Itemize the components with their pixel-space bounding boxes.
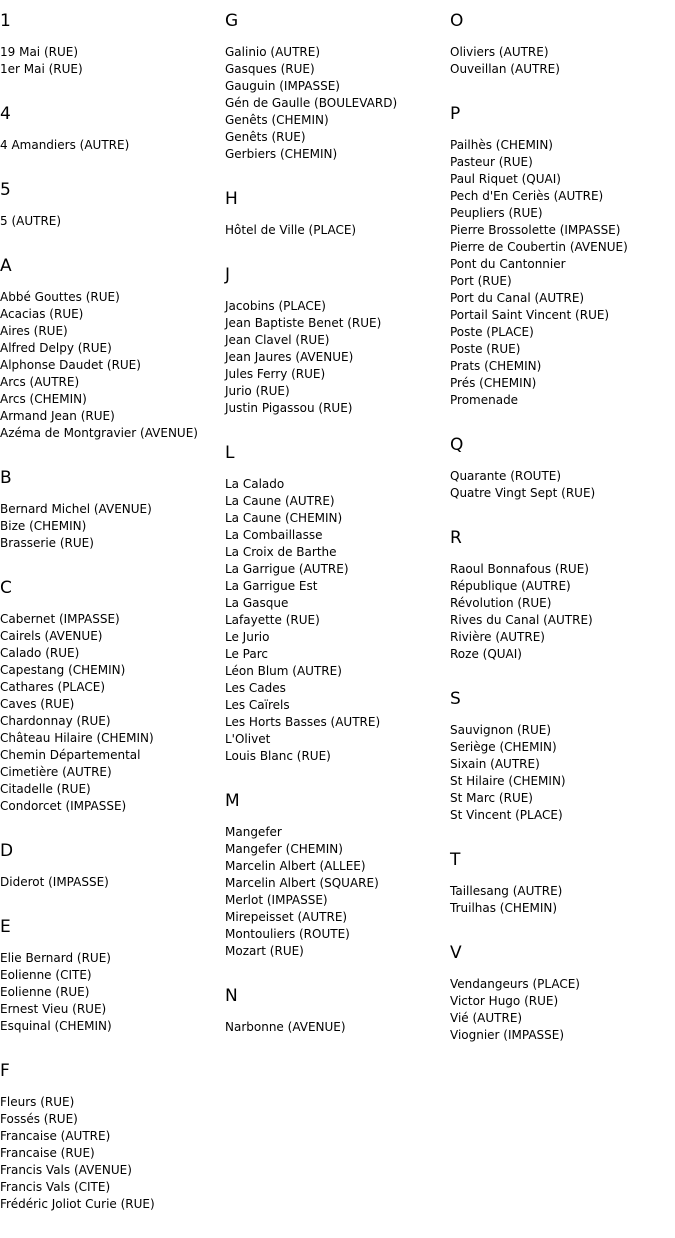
street-item[interactable]: Eolienne (CITE) bbox=[0, 968, 92, 982]
street-item[interactable]: Francis Vals (AVENUE) bbox=[0, 1163, 132, 1177]
street-item[interactable]: Sauvignon (RUE) bbox=[450, 723, 552, 737]
letter-group bbox=[225, 10, 445, 163]
street-item[interactable]: Mirepeisset (AUTRE) bbox=[225, 910, 348, 924]
street-item[interactable]: Pailhès (CHEMIN) bbox=[450, 138, 553, 152]
letter-heading: F bbox=[0, 1061, 10, 1081]
street-item[interactable]: Portail Saint Vincent (RUE) bbox=[450, 308, 610, 322]
letter-group bbox=[0, 179, 220, 230]
letter-heading: 5 bbox=[0, 180, 11, 200]
letter-group bbox=[0, 1060, 220, 1213]
street-item[interactable]: Merlot (IMPASSE) bbox=[225, 893, 328, 907]
letter-group bbox=[225, 985, 445, 1036]
street-index-column-2 bbox=[225, 10, 445, 1061]
street-item[interactable]: Chemin Départemental bbox=[0, 748, 141, 762]
street-item[interactable]: Condorcet (IMPASSE) bbox=[0, 799, 127, 813]
letter-group bbox=[225, 188, 445, 239]
street-item[interactable]: Arcs (AUTRE) bbox=[0, 375, 80, 389]
letter-heading: J bbox=[225, 265, 231, 285]
street-item[interactable]: Fleurs (RUE) bbox=[0, 1095, 75, 1109]
street-item[interactable]: Lafayette (RUE) bbox=[225, 613, 320, 627]
letter-group bbox=[450, 688, 670, 824]
letter-group bbox=[450, 849, 670, 917]
street-item[interactable]: Genêts (RUE) bbox=[225, 130, 306, 144]
letter-group bbox=[0, 577, 220, 815]
letter-heading: E bbox=[0, 917, 11, 937]
street-item[interactable]: Roze (QUAI) bbox=[450, 647, 522, 661]
street-item[interactable]: Arcs (CHEMIN) bbox=[0, 392, 87, 406]
street-item[interactable]: 19 Mai (RUE) bbox=[0, 45, 79, 59]
letter-heading: T bbox=[450, 850, 461, 870]
street-item[interactable]: Raoul Bonnafous (RUE) bbox=[450, 562, 589, 576]
street-item[interactable]: Ernest Vieu (RUE) bbox=[0, 1002, 107, 1016]
street-item[interactable]: Poste (PLACE) bbox=[450, 325, 534, 339]
street-item[interactable]: Citadelle (RUE) bbox=[0, 782, 91, 796]
street-item[interactable]: Quatre Vingt Sept (RUE) bbox=[450, 486, 596, 500]
street-item[interactable]: Fossés (RUE) bbox=[0, 1112, 78, 1126]
street-item[interactable]: Hôtel de Ville (PLACE) bbox=[225, 223, 357, 237]
letter-heading: D bbox=[0, 841, 14, 861]
street-item[interactable]: Promenade bbox=[450, 393, 519, 407]
street-item[interactable]: Azéma de Montgravier (AVENUE) bbox=[0, 426, 198, 440]
street-item[interactable]: Justin Pigassou (RUE) bbox=[225, 401, 353, 415]
street-item[interactable]: Le Jurio bbox=[225, 630, 270, 644]
street-item[interactable]: Gasques (RUE) bbox=[225, 62, 315, 76]
street-item[interactable]: Révolution (RUE) bbox=[450, 596, 552, 610]
street-item[interactable]: Diderot (IMPASSE) bbox=[0, 875, 109, 889]
letter-group bbox=[450, 942, 670, 1044]
street-item[interactable]: Peupliers (RUE) bbox=[450, 206, 543, 220]
street-item[interactable]: Alphonse Daudet (RUE) bbox=[0, 358, 141, 372]
street-item[interactable]: Mozart (RUE) bbox=[225, 944, 304, 958]
letter-heading: R bbox=[450, 528, 462, 548]
letter-heading: H bbox=[225, 189, 238, 209]
letter-heading: L bbox=[225, 443, 235, 463]
street-item[interactable]: Francaise (RUE) bbox=[0, 1146, 95, 1160]
street-item[interactable]: Gerbiers (CHEMIN) bbox=[225, 147, 338, 161]
letter-heading: Q bbox=[450, 435, 464, 455]
street-item[interactable]: Francaise (AUTRE) bbox=[0, 1129, 111, 1143]
street-item[interactable]: Chardonnay (RUE) bbox=[0, 714, 111, 728]
letter-group bbox=[225, 442, 445, 765]
street-item[interactable]: Cathares (PLACE) bbox=[0, 680, 106, 694]
street-item[interactable]: Gauguin (IMPASSE) bbox=[225, 79, 340, 93]
street-item[interactable]: Armand Jean (RUE) bbox=[0, 409, 115, 423]
street-item[interactable]: Jacobins (PLACE) bbox=[225, 299, 326, 313]
street-item[interactable]: Victor Hugo (RUE) bbox=[450, 994, 559, 1008]
street-item[interactable]: L'Olivet bbox=[225, 732, 271, 746]
street-item[interactable]: Léon Blum (AUTRE) bbox=[225, 664, 342, 678]
letter-group bbox=[0, 255, 220, 442]
street-item[interactable]: Jules Ferry (RUE) bbox=[225, 367, 326, 381]
street-item[interactable]: Genêts (CHEMIN) bbox=[225, 113, 329, 127]
letter-group bbox=[450, 10, 670, 78]
letter-group bbox=[450, 103, 670, 409]
street-item[interactable]: Jurio (RUE) bbox=[225, 384, 290, 398]
street-item[interactable]: Seriège (CHEMIN) bbox=[450, 740, 557, 754]
street-item[interactable]: Bize (CHEMIN) bbox=[0, 519, 87, 533]
street-item[interactable]: République (AUTRE) bbox=[450, 579, 571, 593]
street-item[interactable]: Port (RUE) bbox=[450, 274, 512, 288]
street-item[interactable]: 1er Mai (RUE) bbox=[0, 62, 83, 76]
street-item[interactable]: Les Cades bbox=[225, 681, 286, 695]
street-item[interactable]: Poste (RUE) bbox=[450, 342, 521, 356]
street-item[interactable]: Esquinal (CHEMIN) bbox=[0, 1019, 112, 1033]
street-item[interactable]: Le Parc bbox=[225, 647, 268, 661]
street-item[interactable]: Prés (CHEMIN) bbox=[450, 376, 537, 390]
letter-group bbox=[225, 264, 445, 417]
street-index-column-3 bbox=[450, 10, 670, 1069]
street-item[interactable]: Alfred Delpy (RUE) bbox=[0, 341, 112, 355]
street-item[interactable]: La Gasque bbox=[225, 596, 289, 610]
street-item[interactable]: Louis Blanc (RUE) bbox=[225, 749, 331, 763]
letter-group bbox=[0, 10, 220, 78]
letter-heading: V bbox=[450, 943, 462, 963]
street-item[interactable]: Truilhas (CHEMIN) bbox=[450, 901, 558, 915]
street-item[interactable]: Brasserie (RUE) bbox=[0, 536, 94, 550]
street-item[interactable]: Taillesang (AUTRE) bbox=[450, 884, 563, 898]
street-item[interactable]: Ouveillan (AUTRE) bbox=[450, 62, 560, 76]
street-item[interactable]: Cabernet (IMPASSE) bbox=[0, 612, 120, 626]
street-item[interactable]: 4 Amandiers (AUTRE) bbox=[0, 138, 130, 152]
street-item[interactable]: Vié (AUTRE) bbox=[450, 1011, 523, 1025]
street-item[interactable]: 5 (AUTRE) bbox=[0, 214, 62, 228]
street-item[interactable]: Montouliers (ROUTE) bbox=[225, 927, 350, 941]
street-item[interactable]: Caves (RUE) bbox=[0, 697, 75, 711]
street-item[interactable]: Acacias (RUE) bbox=[0, 307, 84, 321]
letter-group bbox=[0, 916, 220, 1035]
letter-heading: 1 bbox=[0, 11, 11, 31]
street-item[interactable]: St Hilaire (CHEMIN) bbox=[450, 774, 566, 788]
street-item[interactable]: Galinio (AUTRE) bbox=[225, 45, 321, 59]
street-item[interactable]: Mangefer bbox=[225, 825, 282, 839]
letter-heading: 4 bbox=[0, 104, 11, 124]
street-item[interactable]: Eolienne (RUE) bbox=[0, 985, 90, 999]
letter-heading: B bbox=[0, 468, 12, 488]
street-item[interactable]: Les Horts Basses (AUTRE) bbox=[225, 715, 381, 729]
letter-heading: P bbox=[450, 104, 461, 124]
street-item[interactable]: La Garrigue Est bbox=[225, 579, 318, 593]
street-item[interactable]: Frédéric Joliot Curie (RUE) bbox=[0, 1197, 155, 1211]
street-item[interactable]: Pasteur (RUE) bbox=[450, 155, 533, 169]
street-item[interactable]: La Croix de Barthe bbox=[225, 545, 337, 559]
street-item[interactable]: Marcelin Albert (ALLEE) bbox=[225, 859, 366, 873]
street-item[interactable]: Pech d'En Ceriès (AUTRE) bbox=[450, 189, 604, 203]
street-item[interactable]: La Caune (AUTRE) bbox=[225, 494, 335, 508]
street-item[interactable]: Port du Canal (AUTRE) bbox=[450, 291, 585, 305]
street-item[interactable]: Pont du Cantonnier bbox=[450, 257, 566, 271]
letter-group bbox=[450, 527, 670, 663]
street-item[interactable]: Cimetière (AUTRE) bbox=[0, 765, 112, 779]
street-item[interactable]: La Garrigue (AUTRE) bbox=[225, 562, 349, 576]
street-item[interactable]: La Calado bbox=[225, 477, 285, 491]
street-item[interactable]: Viognier (IMPASSE) bbox=[450, 1028, 565, 1042]
street-item[interactable]: Jean Clavel (RUE) bbox=[225, 333, 330, 347]
street-item[interactable]: Bernard Michel (AVENUE) bbox=[0, 502, 152, 516]
street-item[interactable]: Rives du Canal (AUTRE) bbox=[450, 613, 593, 627]
street-item[interactable]: St Vincent (PLACE) bbox=[450, 808, 563, 822]
street-item[interactable]: Sixain (AUTRE) bbox=[450, 757, 540, 771]
street-item[interactable]: Abbé Gouttes (RUE) bbox=[0, 290, 120, 304]
letter-heading: G bbox=[225, 11, 239, 31]
street-item[interactable]: Marcelin Albert (SQUARE) bbox=[225, 876, 379, 890]
street-item[interactable]: Oliviers (AUTRE) bbox=[450, 45, 549, 59]
letter-group bbox=[0, 840, 220, 891]
street-item[interactable]: Francis Vals (CITE) bbox=[0, 1180, 111, 1194]
street-item[interactable]: Vendangeurs (PLACE) bbox=[450, 977, 580, 991]
letter-group bbox=[450, 434, 670, 502]
letter-group bbox=[225, 790, 445, 960]
street-item[interactable]: Elie Bernard (RUE) bbox=[0, 951, 111, 965]
street-item[interactable]: Les Caïrels bbox=[225, 698, 290, 712]
letter-heading: S bbox=[450, 689, 461, 709]
letter-heading: A bbox=[0, 256, 12, 276]
street-item[interactable]: Cairels (AVENUE) bbox=[0, 629, 103, 643]
letter-group bbox=[0, 467, 220, 552]
street-item[interactable]: Aires (RUE) bbox=[0, 324, 68, 338]
street-item[interactable]: Prats (CHEMIN) bbox=[450, 359, 542, 373]
street-item[interactable]: Jean Baptiste Benet (RUE) bbox=[225, 316, 382, 330]
street-item[interactable]: Pierre Brossolette (IMPASSE) bbox=[450, 223, 621, 237]
street-item[interactable]: Rivière (AUTRE) bbox=[450, 630, 545, 644]
street-item[interactable]: St Marc (RUE) bbox=[450, 791, 533, 805]
street-item[interactable]: Mangefer (CHEMIN) bbox=[225, 842, 343, 856]
street-item[interactable]: Pierre de Coubertin (AVENUE) bbox=[450, 240, 628, 254]
letter-heading: O bbox=[450, 11, 464, 31]
street-item[interactable]: Château Hilaire (CHEMIN) bbox=[0, 731, 154, 745]
street-item[interactable]: Gén de Gaulle (BOULEVARD) bbox=[225, 96, 398, 110]
street-item[interactable]: La Combaillasse bbox=[225, 528, 323, 542]
letter-heading: C bbox=[0, 578, 12, 598]
letter-heading: M bbox=[225, 791, 240, 811]
street-item[interactable]: Calado (RUE) bbox=[0, 646, 80, 660]
letter-group bbox=[0, 103, 220, 154]
street-item[interactable]: La Caune (CHEMIN) bbox=[225, 511, 343, 525]
street-index-column-1 bbox=[0, 10, 220, 1238]
street-item[interactable]: Narbonne (AVENUE) bbox=[225, 1020, 346, 1034]
street-item[interactable]: Capestang (CHEMIN) bbox=[0, 663, 126, 677]
street-item[interactable]: Quarante (ROUTE) bbox=[450, 469, 562, 483]
street-item[interactable]: Paul Riquet (QUAI) bbox=[450, 172, 561, 186]
letter-heading: N bbox=[225, 986, 238, 1006]
street-item[interactable]: Jean Jaures (AVENUE) bbox=[225, 350, 354, 364]
